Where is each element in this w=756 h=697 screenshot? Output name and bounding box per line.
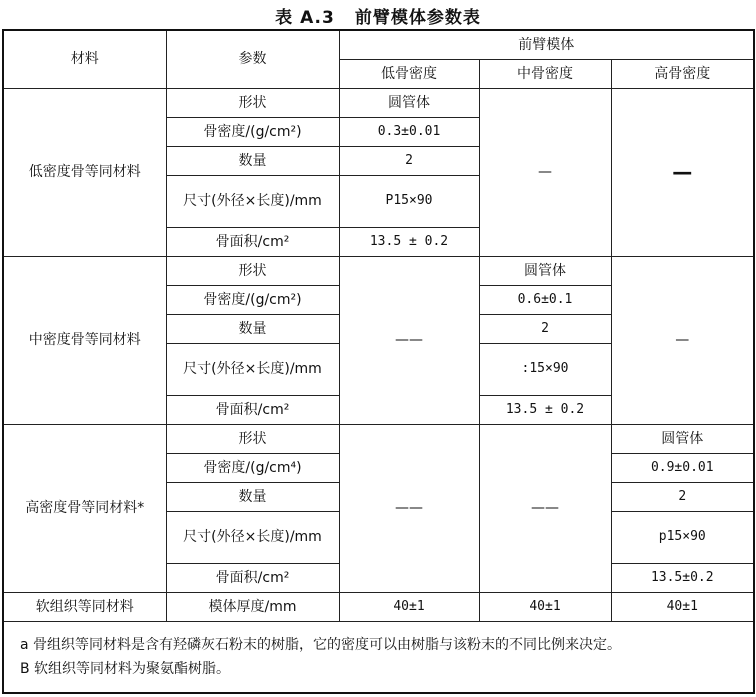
note-b: B 软组织等同材料为聚氨酯树脂。 xyxy=(20,660,231,677)
param-size: 尺寸(外径×长度)/mm xyxy=(166,511,339,563)
high-shape: 圆管体 xyxy=(611,424,754,453)
param-shape: 形状 xyxy=(166,424,339,453)
high-area: 13.5±0.2 xyxy=(611,563,754,592)
high-density: 0.9±0.01 xyxy=(611,453,754,482)
low-mid-dash: — xyxy=(479,88,611,256)
param-count: 数量 xyxy=(166,482,339,511)
high-mid-dash: —— xyxy=(479,424,611,592)
soft-low: 40±1 xyxy=(339,592,479,621)
high-count: 2 xyxy=(611,482,754,511)
param-size: 尺寸(外径×长度)/mm xyxy=(166,175,339,227)
mid-density: 0.6±0.1 xyxy=(479,285,611,314)
param-size: 尺寸(外径×长度)/mm xyxy=(166,343,339,395)
mid-size: :15×90 xyxy=(479,343,611,395)
param-soft-thickness: 模体厚度/mm xyxy=(166,592,339,621)
table-caption: 前臂模体参数表 xyxy=(354,8,481,28)
param-density: 骨密度/(g/cm⁴) xyxy=(166,453,339,482)
group-label-low: 低密度骨等同材料 xyxy=(3,88,166,256)
low-count: 2 xyxy=(339,146,479,175)
mid-count: 2 xyxy=(479,314,611,343)
high-low-dash: —— xyxy=(339,424,479,592)
header-col-mid: 中骨密度 xyxy=(479,59,611,88)
header-param: 参数 xyxy=(166,30,339,88)
param-count: 数量 xyxy=(166,314,339,343)
param-density: 骨密度/(g/cm²) xyxy=(166,285,339,314)
param-area: 骨面积/cm² xyxy=(166,227,339,256)
mid-high-dash: — xyxy=(611,256,754,424)
table-number: 表 A.3 xyxy=(275,8,335,28)
header-col-high: 高骨密度 xyxy=(611,59,754,88)
table-notes xyxy=(3,621,754,693)
mid-area: 13.5 ± 0.2 xyxy=(479,395,611,424)
group-label-high: 高密度骨等同材料* xyxy=(3,424,166,592)
low-area: 13.5 ± 0.2 xyxy=(339,227,479,256)
low-size: P15×90 xyxy=(339,175,479,227)
mid-low-dash: —— xyxy=(339,256,479,424)
group-label-soft: 软组织等同材料 xyxy=(3,592,166,621)
param-area: 骨面积/cm² xyxy=(166,395,339,424)
header-material: 材料 xyxy=(3,30,166,88)
note-a: a 骨组织等同材料是含有羟磷灰石粉末的树脂，它的密度可以由树脂与该粉末的不同比例来决定。 xyxy=(20,636,622,653)
low-shape: 圆管体 xyxy=(339,88,479,117)
table-title xyxy=(0,3,756,27)
soft-mid: 40±1 xyxy=(479,592,611,621)
param-count: 数量 xyxy=(166,146,339,175)
param-density: 骨密度/(g/cm²) xyxy=(166,117,339,146)
high-size: p15×90 xyxy=(611,511,754,563)
low-high-dash: — xyxy=(611,88,754,256)
param-shape: 形状 xyxy=(166,88,339,117)
low-density: 0.3±0.01 xyxy=(339,117,479,146)
header-group: 前臂模体 xyxy=(339,30,754,59)
soft-high: 40±1 xyxy=(611,592,754,621)
group-label-mid: 中密度骨等同材料 xyxy=(3,256,166,424)
param-shape: 形状 xyxy=(166,256,339,285)
param-area: 骨面积/cm² xyxy=(166,563,339,592)
mid-shape: 圆管体 xyxy=(479,256,611,285)
header-col-low: 低骨密度 xyxy=(339,59,479,88)
forearm-phantom-table xyxy=(2,29,755,694)
